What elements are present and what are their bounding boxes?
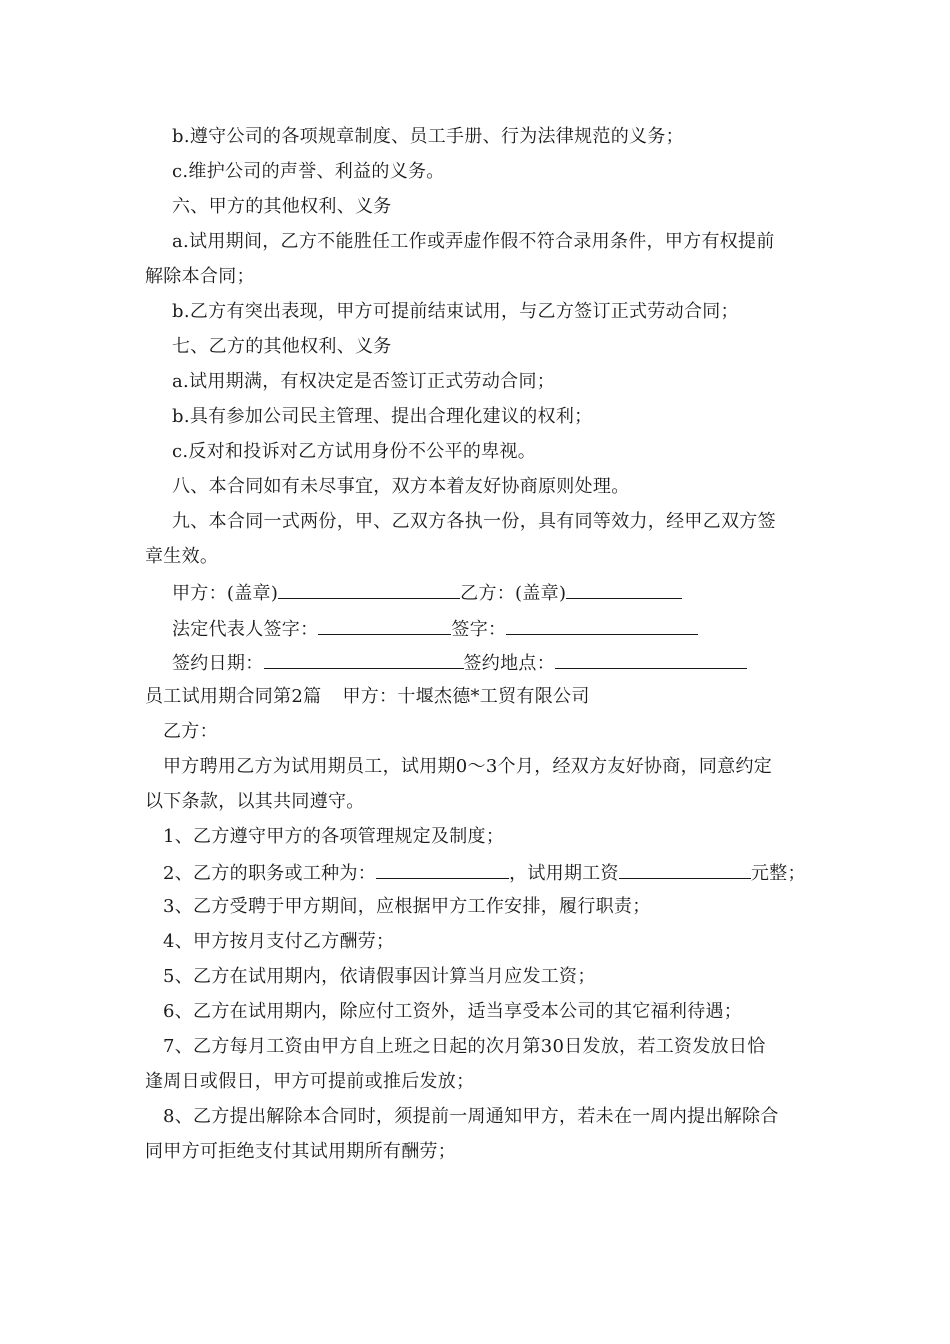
clause-six-b: b.乙方有突出表现，甲方可提前结束试用，与乙方签订正式劳动合同；: [172, 301, 739, 322]
party-a-seal-label: 甲方：(盖章): [172, 583, 279, 604]
item-2-position-label: 2、乙方的职务或工种为：: [163, 863, 377, 884]
clause-six-a-line1: a.试用期间，乙方不能胜任工作或弄虚作假不符合录用条件，甲方有权提前: [172, 231, 775, 252]
party-a-seal-blank: [278, 580, 460, 599]
part2-item-2: [163, 860, 806, 886]
legal-rep-label: 法定代表人签字：: [172, 619, 319, 640]
section-nine-line2: 章生效。: [145, 546, 219, 567]
part2-item-5: 5、乙方在试用期内，依请假事因计算当月应发工资；: [163, 966, 596, 987]
signature-row-representative: [172, 616, 698, 642]
clause-c-reputation: c.维护公司的声誉、利益的义务。: [172, 161, 445, 182]
item-2-wage-label: ，试用期工资: [509, 863, 619, 884]
sign-blank: [506, 616, 698, 635]
position-blank: [376, 860, 509, 879]
section-seven-heading: 七、乙方的其他权利、义务: [172, 336, 392, 357]
part2-item-6: 6、乙方在试用期内，除应付工资外，适当享受本公司的其它福利待遇；: [163, 1001, 743, 1022]
part2-item-3: 3、乙方受聘于甲方期间，应根据甲方工作安排，履行职责；: [163, 896, 651, 917]
section-eight: 八、本合同如有未尽事宜，双方本着友好协商原则处理。: [172, 476, 630, 497]
item-2-wage-unit: 元整；: [750, 863, 806, 884]
clause-seven-c: c.反对和投诉对乙方试用身份不公平的卑视。: [172, 441, 537, 462]
part2-heading-row: [145, 685, 590, 709]
sign-place-label: 签约地点：: [463, 653, 555, 674]
clause-b-obey-rules: b.遵守公司的各项规章制度、员工手册、行为法律规范的义务；: [172, 126, 684, 147]
part2-heading: 员工试用期合同第2篇: [145, 686, 322, 707]
sign-date-blank: [264, 650, 464, 669]
part2-intro-line2: 以下条款，以其共同遵守。: [145, 791, 365, 812]
part2-item-8-line2: 同甲方可拒绝支付其试用期所有酬劳；: [145, 1141, 457, 1162]
part2-item-7-line2: 逢周日或假日，甲方可提前或推后发放；: [145, 1071, 475, 1092]
party-b-seal-label: 乙方：(盖章): [460, 583, 567, 604]
party-b-seal-blank: [566, 580, 682, 599]
section-six-heading: 六、甲方的其他权利、义务: [172, 196, 392, 217]
part2-party-b: 乙方：: [163, 721, 218, 742]
part2-item-7-line1: 7、乙方每月工资由甲方自上班之日起的次月第30日发放，若工资发放日恰: [163, 1036, 766, 1057]
signature-row-parties: [172, 580, 682, 606]
part2-party-a: 甲方：十堰杰德*工贸有限公司: [342, 686, 590, 707]
legal-rep-blank: [318, 616, 451, 635]
sign-label: 签字：: [451, 619, 507, 640]
sign-place-blank: [555, 650, 747, 669]
section-nine-line1: 九、本合同一式两份，甲、乙双方各执一份，具有同等效力，经甲乙双方签: [172, 511, 776, 532]
part2-item-8-line1: 8、乙方提出解除本合同时，须提前一周通知甲方，若未在一周内提出解除合: [163, 1106, 779, 1127]
part2-item-4: 4、甲方按月支付乙方酬劳；: [163, 931, 395, 952]
signature-row-date-place: [172, 650, 747, 676]
sign-date-label: 签约日期：: [172, 653, 264, 674]
part2-item-1: 1、乙方遵守甲方的各项管理规定及制度；: [163, 826, 505, 847]
wage-blank: [619, 860, 751, 879]
clause-six-a-line2: 解除本合同；: [145, 266, 255, 287]
clause-seven-b: b.具有参加公司民主管理、提出合理化建议的权利；: [172, 406, 593, 427]
part2-intro-line1: 甲方聘用乙方为试用期员工，试用期0～3个月，经双方友好协商，同意约定: [163, 756, 773, 777]
clause-seven-a: a.试用期满，有权决定是否签订正式劳动合同；: [172, 371, 556, 392]
